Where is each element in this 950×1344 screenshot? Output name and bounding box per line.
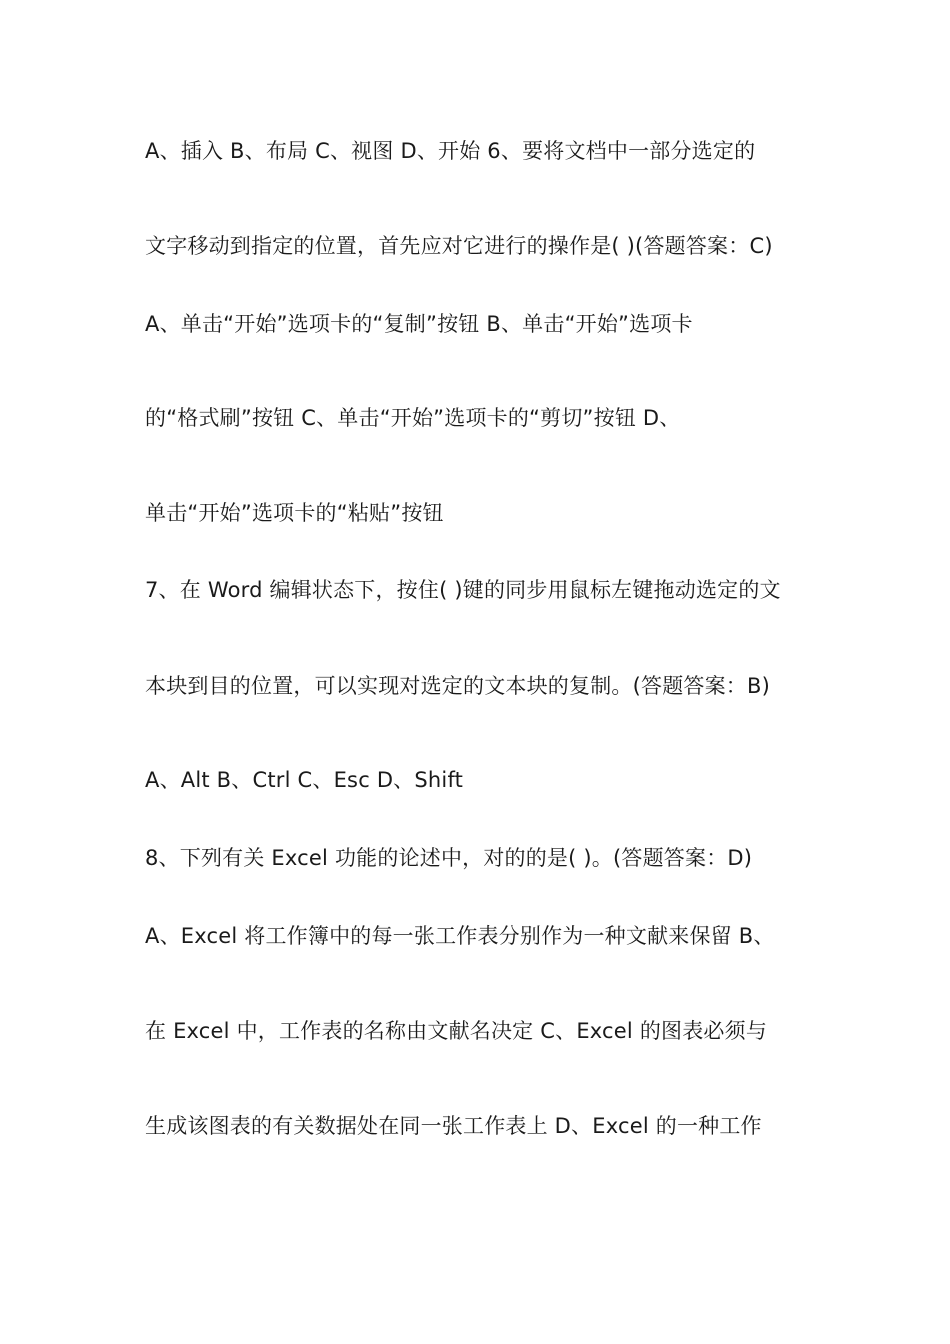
text-line-11: 在 Excel 中，工作表的名称由文献名决定 C、Excel 的图表必须与 [145, 1019, 768, 1043]
text-line-12: 生成该图表的有关数据处在同一张工作表上 D、Excel 的一种工作 [145, 1114, 762, 1138]
text-line-2: 文字移动到指定的位置，首先应对它进行的操作是( )(答题答案：C) [145, 234, 773, 258]
text-line-10: A、Excel 将工作簿中的每一张工作表分别作为一种文献来保留 B、 [145, 924, 775, 948]
text-line-4: 的“格式刷”按钮 C、单击“开始”选项卡的“剪切”按钮 D、 [145, 406, 681, 430]
text-line-9: 8、下列有关 Excel 功能的论述中，对的的是( )。(答题答案：D) [145, 846, 753, 870]
text-line-6: 7、在 Word 编辑状态下，按住( )键的同步用鼠标左键拖动选定的文 [145, 578, 781, 602]
text-line-3: A、单击“开始”选项卡的“复制”按钮 B、单击“开始”选项卡 [145, 312, 693, 336]
text-line-1: A、插入 B、布局 C、视图 D、开始 6、要将文档中一部分选定的 [145, 139, 756, 163]
text-line-7: 本块到目的位置，可以实现对选定的文本块的复制。(答题答案：B) [145, 674, 770, 698]
text-line-5: 单击“开始”选项卡的“粘贴”按钮 [145, 501, 444, 525]
text-line-8: A、Alt B、Ctrl C、Esc D、Shift [145, 768, 464, 792]
